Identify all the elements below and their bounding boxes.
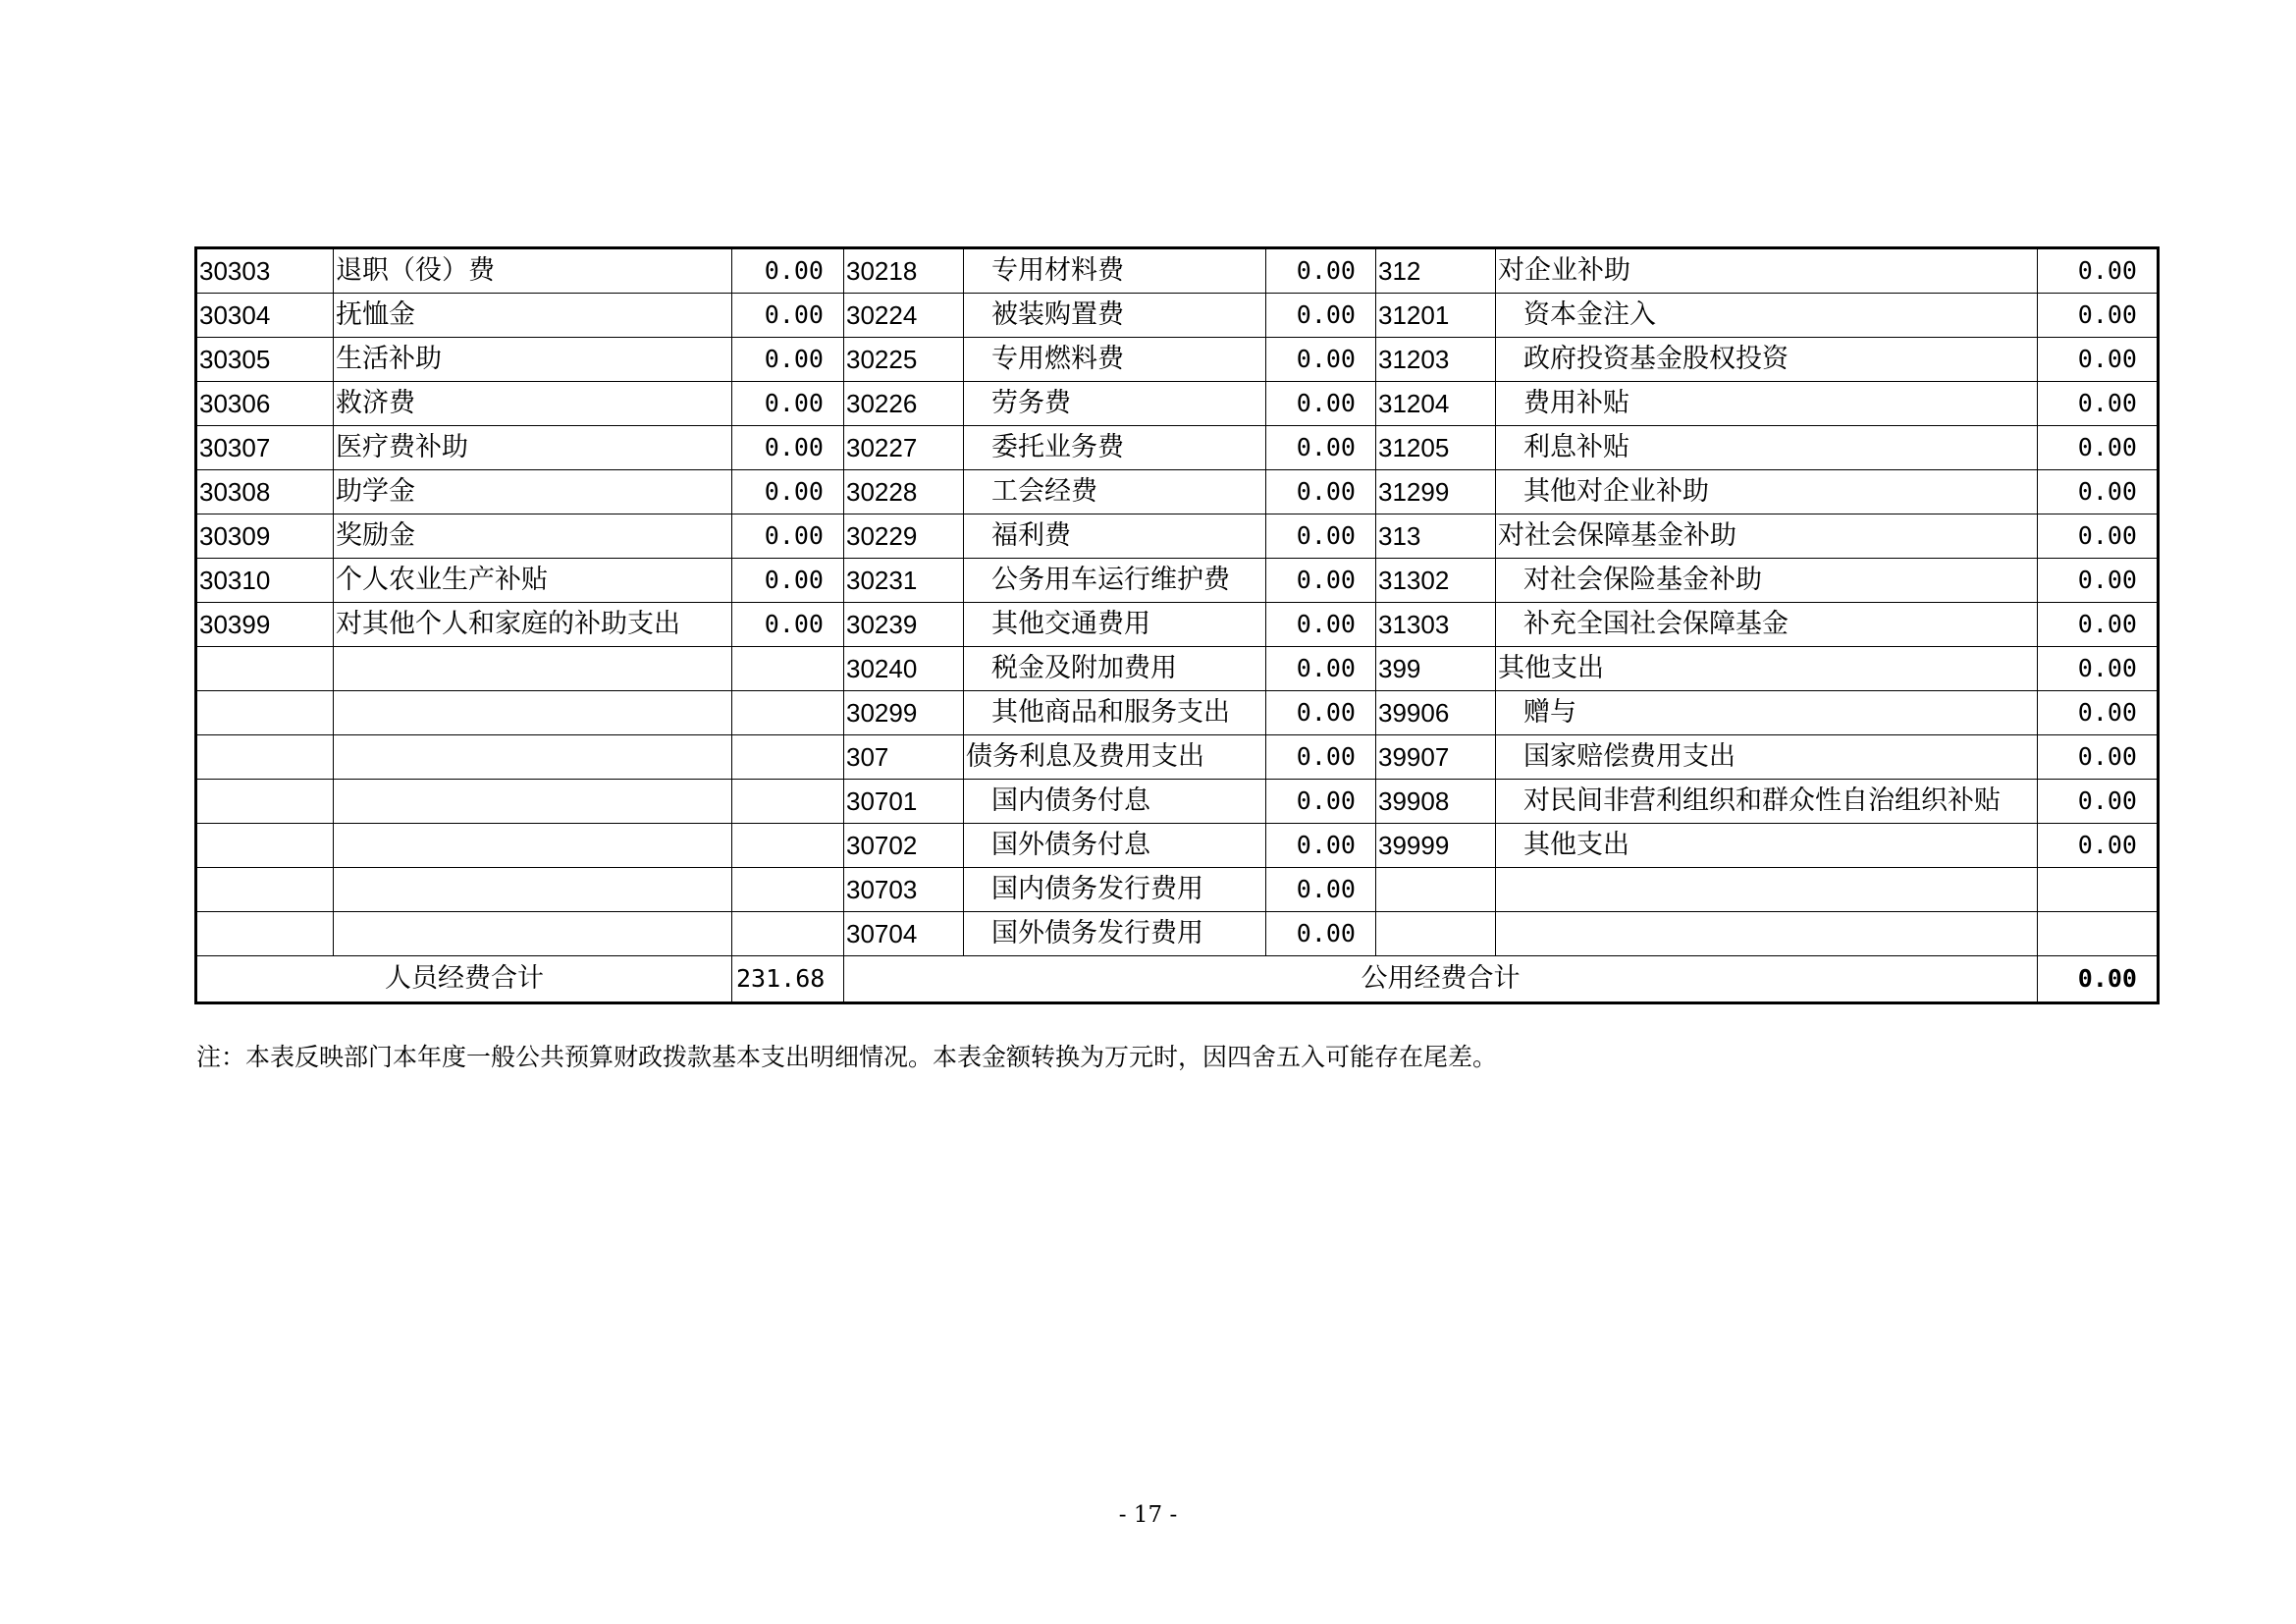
table-row [196, 912, 2159, 956]
table-row [196, 470, 2159, 514]
name-cell [334, 868, 732, 912]
amount-cell: 0.00 [2038, 559, 2159, 603]
code-cell: 30308 [196, 470, 334, 514]
amount-cell: 0.00 [1266, 470, 1376, 514]
name-cell: 赠与 [1496, 691, 2038, 735]
code-cell: 31299 [1376, 470, 1496, 514]
table-row [196, 248, 2159, 294]
name-cell: 补充全国社会保障基金 [1496, 603, 2038, 647]
code-cell: 30701 [844, 780, 964, 824]
table-row [196, 382, 2159, 426]
name-cell: 专用材料费 [964, 248, 1266, 294]
table-row [196, 735, 2159, 780]
name-cell [334, 824, 732, 868]
code-cell [196, 824, 334, 868]
amount-cell [732, 735, 844, 780]
name-cell: 委托业务费 [964, 426, 1266, 470]
code-cell: 30228 [844, 470, 964, 514]
table-row [196, 514, 2159, 559]
amount-cell: 0.00 [2038, 824, 2159, 868]
amount-cell [732, 868, 844, 912]
name-cell: 专用燃料费 [964, 338, 1266, 382]
amount-cell [732, 691, 844, 735]
code-cell: 31204 [1376, 382, 1496, 426]
amount-cell [2038, 912, 2159, 956]
amount-cell: 0.00 [1266, 868, 1376, 912]
code-cell: 30226 [844, 382, 964, 426]
code-cell: 30702 [844, 824, 964, 868]
name-cell: 费用补贴 [1496, 382, 2038, 426]
amount-cell: 0.00 [2038, 382, 2159, 426]
expenditure-detail-table [194, 246, 2160, 1004]
name-cell: 其他支出 [1496, 647, 2038, 691]
name-cell: 医疗费补助 [334, 426, 732, 470]
amount-cell: 0.00 [1266, 824, 1376, 868]
table-row [196, 647, 2159, 691]
amount-cell: 0.00 [2038, 248, 2159, 294]
name-cell: 被装购置费 [964, 294, 1266, 338]
total-row [196, 956, 2159, 1003]
amount-cell: 0.00 [1266, 559, 1376, 603]
amount-cell: 0.00 [1266, 735, 1376, 780]
table-row [196, 824, 2159, 868]
name-cell: 对其他个人和家庭的补助支出 [334, 603, 732, 647]
code-cell: 30305 [196, 338, 334, 382]
public-total-label: 公用经费合计 [844, 956, 2038, 1003]
name-cell: 税金及附加费用 [964, 647, 1266, 691]
code-cell: 30399 [196, 603, 334, 647]
code-cell: 30704 [844, 912, 964, 956]
code-cell [1376, 868, 1496, 912]
table-row [196, 559, 2159, 603]
amount-cell: 0.00 [1266, 514, 1376, 559]
code-cell: 31203 [1376, 338, 1496, 382]
amount-cell [732, 824, 844, 868]
code-cell: 30224 [844, 294, 964, 338]
name-cell: 个人农业生产补贴 [334, 559, 732, 603]
amount-cell: 0.00 [732, 248, 844, 294]
name-cell [334, 647, 732, 691]
code-cell: 30703 [844, 868, 964, 912]
personnel-total-value: 231.68 [732, 956, 844, 1003]
code-cell [196, 647, 334, 691]
amount-cell: 0.00 [1266, 382, 1376, 426]
code-cell: 39908 [1376, 780, 1496, 824]
name-cell: 其他对企业补助 [1496, 470, 2038, 514]
name-cell: 利息补贴 [1496, 426, 2038, 470]
name-cell [1496, 912, 2038, 956]
name-cell: 资本金注入 [1496, 294, 2038, 338]
code-cell: 31205 [1376, 426, 1496, 470]
amount-cell [2038, 868, 2159, 912]
table-row [196, 868, 2159, 912]
code-cell: 39906 [1376, 691, 1496, 735]
name-cell: 对民间非营利组织和群众性自治组织补贴 [1496, 780, 2038, 824]
amount-cell: 0.00 [2038, 470, 2159, 514]
amount-cell: 0.00 [732, 603, 844, 647]
code-cell: 30240 [844, 647, 964, 691]
name-cell: 抚恤金 [334, 294, 732, 338]
name-cell: 劳务费 [964, 382, 1266, 426]
name-cell [334, 912, 732, 956]
amount-cell: 0.00 [732, 470, 844, 514]
amount-cell: 0.00 [2038, 294, 2159, 338]
amount-cell: 0.00 [1266, 912, 1376, 956]
code-cell: 30307 [196, 426, 334, 470]
table-row [196, 426, 2159, 470]
amount-cell [732, 912, 844, 956]
code-cell [196, 780, 334, 824]
amount-cell: 0.00 [2038, 691, 2159, 735]
name-cell: 国内债务发行费用 [964, 868, 1266, 912]
amount-cell: 0.00 [1266, 780, 1376, 824]
name-cell: 助学金 [334, 470, 732, 514]
table-row [196, 780, 2159, 824]
personnel-total-label: 人员经费合计 [196, 956, 732, 1003]
code-cell: 31201 [1376, 294, 1496, 338]
code-cell [196, 691, 334, 735]
name-cell: 生活补助 [334, 338, 732, 382]
name-cell: 其他支出 [1496, 824, 2038, 868]
name-cell: 政府投资基金股权投资 [1496, 338, 2038, 382]
code-cell [196, 735, 334, 780]
code-cell: 30310 [196, 559, 334, 603]
table-row [196, 294, 2159, 338]
amount-cell [732, 647, 844, 691]
amount-cell: 0.00 [1266, 338, 1376, 382]
public-total-value: 0.00 [2038, 956, 2159, 1003]
code-cell: 30239 [844, 603, 964, 647]
amount-cell: 0.00 [2038, 514, 2159, 559]
code-cell: 30227 [844, 426, 964, 470]
amount-cell: 0.00 [1266, 691, 1376, 735]
code-cell [196, 868, 334, 912]
name-cell: 福利费 [964, 514, 1266, 559]
code-cell: 30304 [196, 294, 334, 338]
table-row [196, 338, 2159, 382]
amount-cell: 0.00 [732, 559, 844, 603]
amount-cell: 0.00 [2038, 780, 2159, 824]
name-cell [334, 735, 732, 780]
name-cell: 国外债务付息 [964, 824, 1266, 868]
code-cell: 30231 [844, 559, 964, 603]
code-cell: 39907 [1376, 735, 1496, 780]
amount-cell: 0.00 [732, 514, 844, 559]
name-cell: 工会经费 [964, 470, 1266, 514]
name-cell: 对社会保险基金补助 [1496, 559, 2038, 603]
name-cell: 奖励金 [334, 514, 732, 559]
code-cell: 30225 [844, 338, 964, 382]
amount-cell: 0.00 [732, 426, 844, 470]
code-cell: 307 [844, 735, 964, 780]
amount-cell: 0.00 [2038, 426, 2159, 470]
name-cell: 国外债务发行费用 [964, 912, 1266, 956]
amount-cell: 0.00 [1266, 294, 1376, 338]
code-cell: 30229 [844, 514, 964, 559]
code-cell: 399 [1376, 647, 1496, 691]
amount-cell: 0.00 [1266, 426, 1376, 470]
code-cell: 30306 [196, 382, 334, 426]
amount-cell: 0.00 [732, 382, 844, 426]
name-cell [334, 691, 732, 735]
name-cell: 国家赔偿费用支出 [1496, 735, 2038, 780]
name-cell: 救济费 [334, 382, 732, 426]
code-cell: 312 [1376, 248, 1496, 294]
code-cell: 31302 [1376, 559, 1496, 603]
amount-cell: 0.00 [1266, 248, 1376, 294]
name-cell: 对社会保障基金补助 [1496, 514, 2038, 559]
amount-cell: 0.00 [2038, 647, 2159, 691]
code-cell: 30218 [844, 248, 964, 294]
name-cell [1496, 868, 2038, 912]
code-cell: 30309 [196, 514, 334, 559]
amount-cell: 0.00 [2038, 735, 2159, 780]
code-cell: 31303 [1376, 603, 1496, 647]
code-cell: 30303 [196, 248, 334, 294]
code-cell [1376, 912, 1496, 956]
table-row [196, 603, 2159, 647]
amount-cell: 0.00 [1266, 647, 1376, 691]
page-number: - 17 - [1118, 1502, 1178, 1528]
name-cell: 其他交通费用 [964, 603, 1266, 647]
code-cell [196, 912, 334, 956]
name-cell: 债务利息及费用支出 [964, 735, 1266, 780]
code-cell: 39999 [1376, 824, 1496, 868]
name-cell: 退职（役）费 [334, 248, 732, 294]
amount-cell: 0.00 [2038, 603, 2159, 647]
table-note: 注：本表反映部门本年度一般公共预算财政拨款基本支出明细情况。本表金额转换为万元时，因四舍五入可能存在尾差。 [196, 1043, 1498, 1071]
name-cell: 其他商品和服务支出 [964, 691, 1266, 735]
amount-cell [732, 780, 844, 824]
name-cell: 公务用车运行维护费 [964, 559, 1266, 603]
amount-cell: 0.00 [732, 338, 844, 382]
amount-cell: 0.00 [1266, 603, 1376, 647]
code-cell: 313 [1376, 514, 1496, 559]
code-cell: 30299 [844, 691, 964, 735]
amount-cell: 0.00 [2038, 338, 2159, 382]
amount-cell: 0.00 [732, 294, 844, 338]
name-cell: 对企业补助 [1496, 248, 2038, 294]
table-row [196, 691, 2159, 735]
name-cell [334, 780, 732, 824]
name-cell: 国内债务付息 [964, 780, 1266, 824]
table-body [196, 248, 2159, 1003]
